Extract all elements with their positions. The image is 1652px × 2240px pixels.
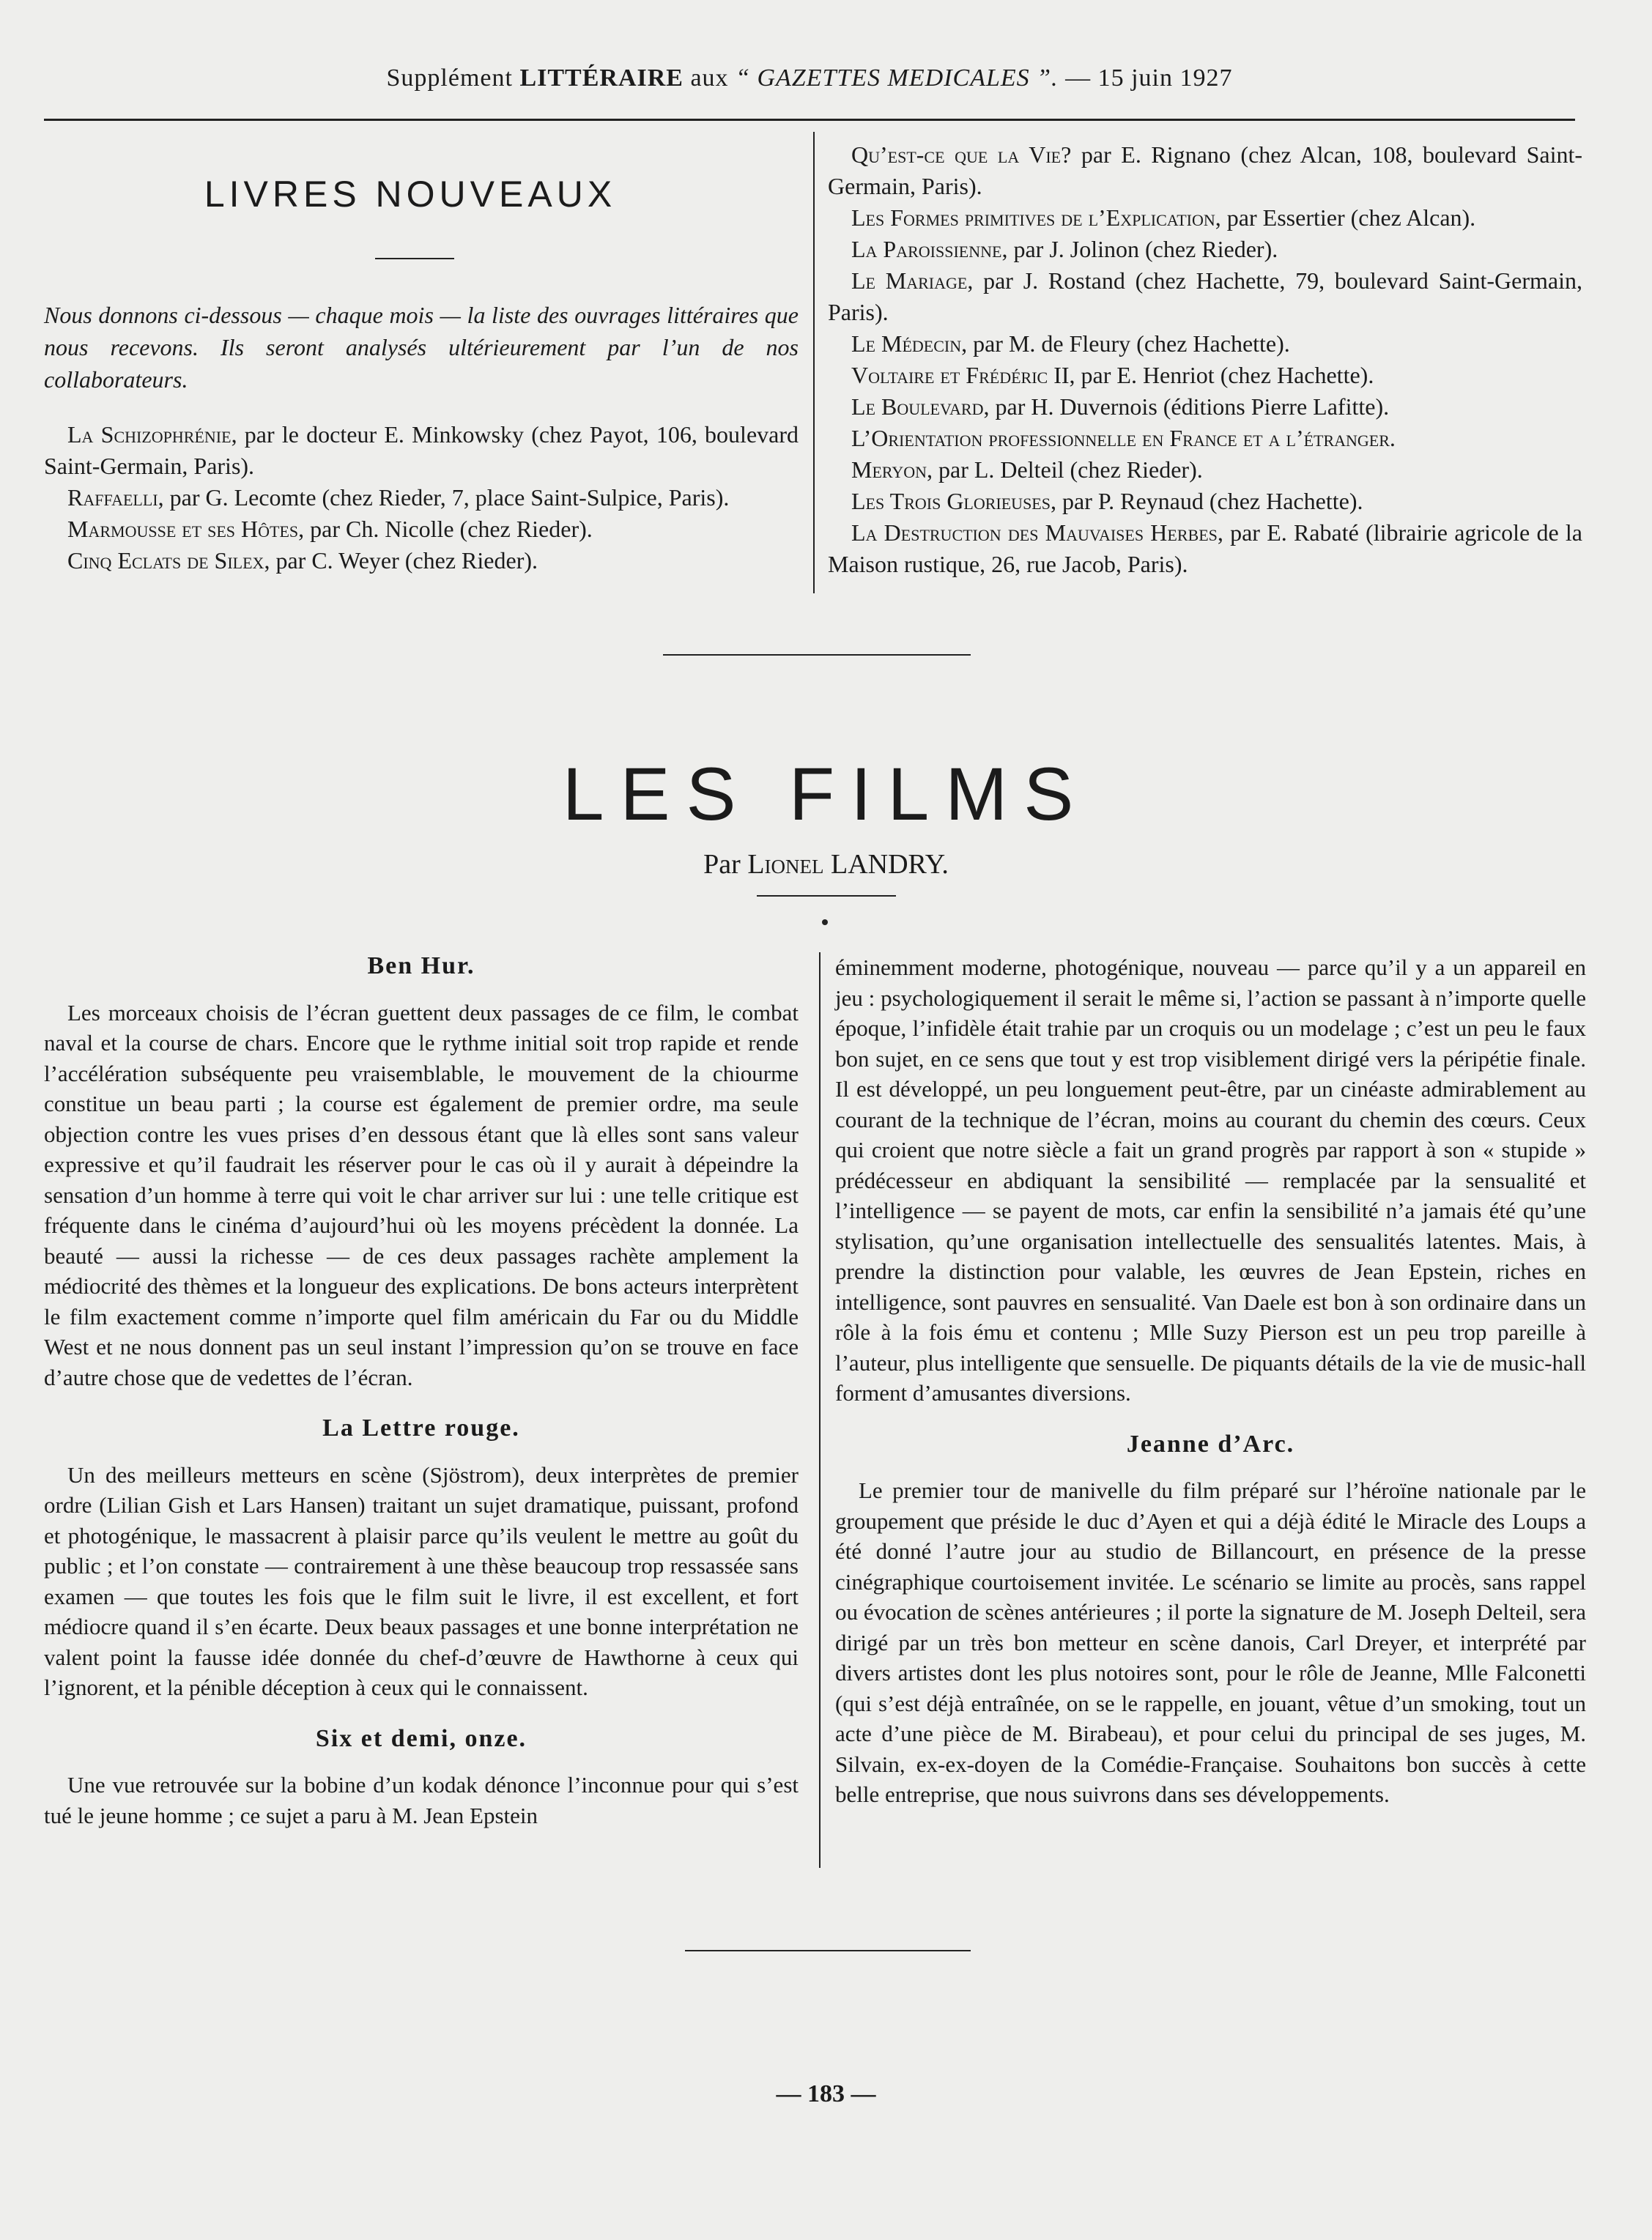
book-title: Le Boulevard — [851, 393, 984, 420]
ben-hur-heading: Ben Hur. — [367, 952, 475, 979]
book-title: Marmousse et ses Hôtes — [67, 516, 299, 542]
byline-prefix: Par — [703, 849, 741, 880]
book-details: , par C. Weyer (chez Rieder). — [264, 547, 538, 574]
book-title: Les Trois Glorieuses — [851, 488, 1051, 514]
running-header — [44, 64, 1575, 92]
book-entry — [828, 139, 1582, 202]
book-title: Le Médecin — [851, 330, 962, 357]
header-date: — 15 juin 1927 — [1065, 64, 1233, 92]
book-entry — [828, 265, 1582, 328]
end-rule — [685, 1950, 971, 1951]
livres-title: LIVRES NOUVEAUX — [204, 174, 617, 215]
book-details: , par Ch. Nicolle (chez Rieder). — [298, 516, 593, 542]
book-entry — [44, 482, 799, 513]
header-prefix: Supplément — [386, 64, 513, 92]
book-entry — [828, 328, 1582, 360]
book-details: par E. Rignano (chez Alcan, 108, boulevard Saint-Germain, Paris). — [828, 141, 1583, 199]
films-byline — [0, 848, 1652, 880]
column-separator-top — [813, 132, 815, 593]
book-entry — [828, 202, 1582, 234]
book-entry — [828, 234, 1582, 265]
films-title: LES FILMS — [562, 752, 1090, 836]
book-details: , par L. Delteil (chez Rieder). — [927, 456, 1203, 483]
byline-last: LANDRY. — [831, 849, 949, 880]
book-title: Les Formes primitives de l’Explication — [851, 204, 1215, 231]
book-details: , par le docteur E. Minkowsky (chez Payot, 106, boulevard Saint-Germain, Paris). — [44, 421, 799, 479]
section-rule — [663, 654, 971, 656]
book-entry — [828, 360, 1582, 391]
book-title: Le Mariage — [851, 267, 968, 294]
book-details: , par P. Reynaud (chez Hachette). — [1050, 488, 1363, 514]
header-mid: aux — [690, 64, 729, 92]
book-entry — [828, 517, 1582, 580]
header-bold: LITTÉRAIRE — [519, 64, 684, 92]
ornament-dot — [822, 919, 828, 925]
book-details: , par Essertier (chez Alcan). — [1215, 204, 1476, 231]
livres-list-left — [44, 419, 799, 576]
book-entry — [44, 419, 799, 482]
six-et-demi-heading: Six et demi, onze. — [315, 1724, 527, 1752]
book-details: , par H. Duvernois (éditions Pierre Lafitte). — [983, 393, 1390, 420]
book-title: La Schizophrénie — [67, 421, 231, 448]
book-entry — [44, 513, 799, 545]
book-title: Voltaire et Frédéric II — [851, 362, 1070, 388]
book-title: L’Orientation professionnelle en France et a l’étranger. — [851, 425, 1396, 451]
book-details: , par E. Henriot (chez Hachette). — [1069, 362, 1374, 388]
book-details: , par E. Rabaté (librairie agricole de la Maison rustique, 26, rue Jacob, Paris). — [828, 519, 1582, 577]
book-title: La Paroissienne — [851, 236, 1002, 262]
lettre-rouge-text: Un des meilleurs metteurs en scène (Sjöstrom), deux interprètes de premier ordre (Lilian Gish et Lars Hansen) traitant un sujet dramatique, puissant, profond et photogénique, le massacrent à plaisir parce qu’ils veulent le mettre au goût du public ; et l’on constate — contrairement à une thèse beaucoup trop ressassée sans examen — que toutes les fois que le film suit le livre, il est excellent, et fort médiocre quand il s’en écarte. Deux beaux passages et une bonne interprétation ne valent point la fausse idée donnée du chef-d’œuvre de Hawthorne à ceux qui l’ignorent, et la pénible déception à ceux qui le connaissent. — [44, 1461, 799, 1700]
six-et-demi-continued: éminemment moderne, photogénique, nouveau — parce qu’il y a un appareil en jeu : psychologiquement il serait le même si, l’action se passant à n’importe quelle époque, l’infidèle était trahie par un croquis ou un modelage ; c’est un peu le faux bon sujet, en ce sens que tout y est trop visiblement dirigé vers la péripétie finale. Il est développé, un peu longuement peut-être, par un cinéaste admirablement au courant de la technique de l’écran, moins au courant du chemin des cœurs. Ceux qui croient que notre siècle a fait un grand progrès par rapport à son « stupide » prédécesseur en abdiquant la sensibilité — remplacée par la sensualité et l’intelligence — se payent de mots, car enfin la sensibilité n’a jamais été qu’une stylisation, qu’une organisation intellectuelle des sensualités latentes. Mais, à prendre la distinction pour valable, les œuvres de Jean Epstein, riches en intelligence, sont pauvres en sensualité. Van Daele est bon à son ordinaire dans un rôle à la fois ému et contenu ; Mlle Suzy Pierson est un peu trop pareille à l’auteur, plus intelligente que sensuelle. De piquants détails de la vie de music-hall forment d’amusantes diversions. — [835, 954, 1586, 1406]
livres-intro: Nous donnons ci-dessous — chaque mois — la liste des ouvrages littéraires que nous recevons. Ils seront analysés ultérieurement par l’un de nos collaborateurs. — [44, 302, 799, 393]
book-details: , par J. Jolinon (chez Rieder). — [1001, 236, 1278, 262]
book-entry — [828, 486, 1582, 517]
book-title: Raffaelli — [67, 484, 158, 511]
header-journal: “ GAZETTES MEDICALES ”. — [736, 64, 1059, 92]
jeanne-darc-heading: Jeanne d’Arc. — [1126, 1430, 1295, 1458]
column-separator-bottom — [819, 952, 821, 1868]
livres-list-right — [828, 139, 1582, 580]
header-rule — [44, 119, 1575, 121]
book-title: Qu’est-ce que la Vie? — [851, 141, 1072, 168]
six-et-demi-text: Une vue retrouvée sur la bobine d’un kodak dénonce l’inconnue pour qui s’est tué le jeune homme ; ce sujet a paru à M. Jean Epstein — [44, 1772, 799, 1828]
book-entry — [828, 391, 1582, 423]
byline-rule — [757, 895, 896, 897]
book-details: , par J. Rostand (chez Hachette, 79, boulevard Saint-Germain, Paris). — [828, 267, 1582, 325]
page-number: — 183 — — [776, 2080, 876, 2107]
livres-rule — [375, 258, 454, 259]
lettre-rouge-heading: La Lettre rouge. — [322, 1414, 520, 1442]
book-entry — [828, 423, 1582, 454]
ben-hur-text: Les morceaux choisis de l’écran guettent deux passages de ce film, le combat naval et la course de chars. Encore que le rythme initial soit trop rapide et rende l’accélération subséquente peu vraisemblable, le mouvement de la chiourme constitue un beau parti ; la course est également de premier ordre, ma seule objection contre les vues prises d’en dessous étant que là elles sont sans valeur expressive et qu’il faudrait les réserver pour le cas où il y aurait à dépeindre la sensation d’un homme à terre qui voit le char arriver sur lui : une telle critique est fréquente dans le cinéma d’aujourd’hui où les moyens précèdent la donnée. La beauté — aussi la richesse — de ces deux passages rachète amplement la médiocrité des thèmes et la longueur des explications. De bons acteurs interprètent le film exactement comme n’importe quel film américain du Far ou du Middle West et ne nous donnent pas un seul instant l’impression qu’on se trouve en face d’autre chose que de vedettes de l’écran. — [44, 999, 799, 1390]
book-title: Cinq Eclats de Silex — [67, 547, 264, 574]
jeanne-darc-text: Le premier tour de manivelle du film préparé sur l’héroïne nationale par le groupement que préside le duc d’Ayen et qui a déjà édité le Miracle des Loups a été donné l’autre jour au studio de Billancourt, en présence de la presse cinégraphique courtoisement invitée. Le scénario se limite au procès, sans rappel ou évocation de scènes antérieures ; il porte la signature de M. Joseph Delteil, sera dirigé par un très bon metteur en scène danois, Carl Dreyer, et interprété par divers artistes dont les plus notoires sont, pour le rôle de Jeanne, Mlle Falconetti (qui s’est déjà entraînée, on se le rappelle, en jouant, vêtue d’un smoking, tout un acte d’une pièce de M. Birabeau), et pour celui du principal de ses juges, M. Silvain, ex-ex-doyen de la Comédie-Française. Souhaitons bon succès à cette belle entreprise, que nous suivrons dans ses développements. — [835, 1477, 1586, 1807]
book-details: , par G. Lecomte (chez Rieder, 7, place Saint-Sulpice, Paris). — [158, 484, 730, 511]
byline-first: Lionel — [747, 849, 824, 880]
films-left-column — [44, 951, 799, 1831]
book-title: Meryon — [851, 456, 927, 483]
book-details: , par M. de Fleury (chez Hachette). — [961, 330, 1290, 357]
book-title: La Destruction des Mauvaises Herbes — [851, 519, 1218, 546]
book-entry — [828, 454, 1582, 486]
films-right-column — [835, 952, 1586, 1810]
book-entry — [44, 545, 799, 576]
